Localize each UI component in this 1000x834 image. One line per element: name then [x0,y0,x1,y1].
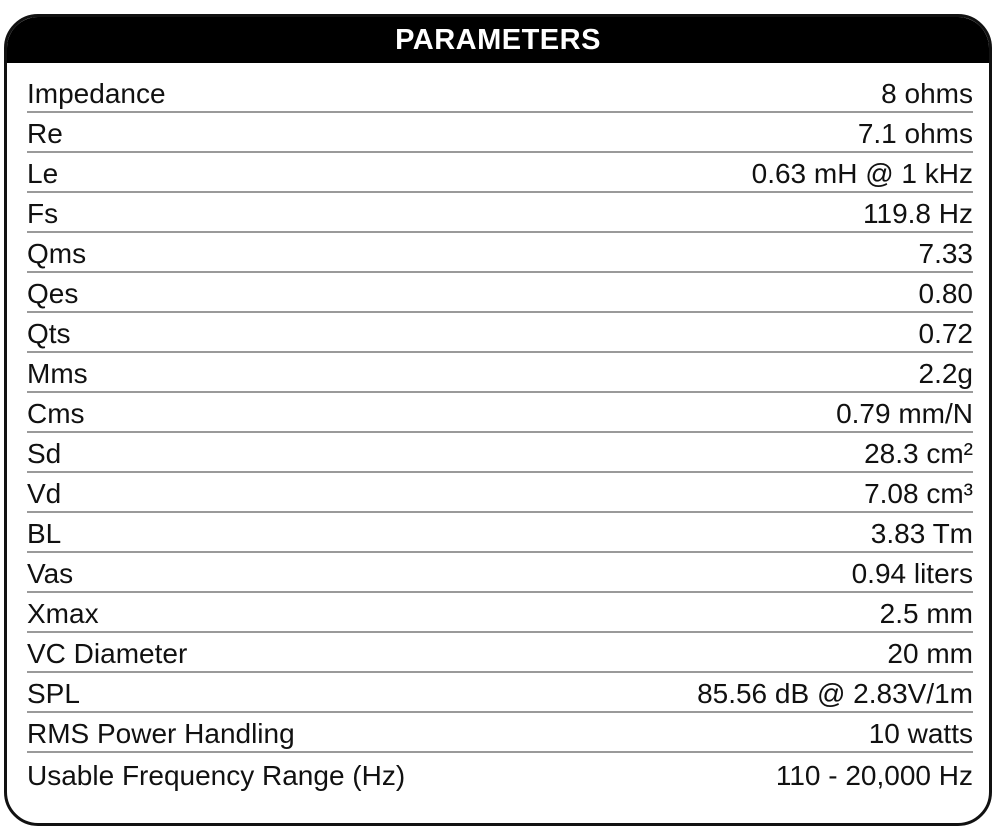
parameter-value: 28.3 cm² [864,438,973,469]
parameter-label: Fs [27,198,59,229]
parameter-value: 10 watts [868,718,973,749]
parameter-value: 110 - 20,000 Hz [775,760,973,791]
parameter-value: 0.80 [918,278,973,309]
parameter-label: RMS Power Handling [27,718,295,749]
table-row [27,113,973,153]
table-row [27,233,973,273]
parameter-value: 3.83 Tm [870,518,973,549]
parameter-label: Re [27,118,63,149]
table-row [27,633,973,673]
parameter-value: 0.94 liters [851,558,973,589]
parameter-value: 0.63 mH @ 1 kHz [751,158,973,189]
table-row [27,433,973,473]
table-row [27,193,973,233]
parameter-label: Le [27,158,59,189]
parameter-value: 2.2g [918,358,973,389]
table-row [27,553,973,593]
table-row [27,513,973,553]
parameter-label: BL [27,518,62,549]
table-title: PARAMETERS [7,17,989,63]
parameter-label: Vd [27,478,62,509]
parameter-value: 7.08 cm³ [864,478,973,509]
parameter-value: 7.1 ohms [857,118,973,149]
parameter-label: Vas [27,558,74,589]
parameter-label: VC Diameter [27,638,188,669]
parameter-label: Sd [27,438,62,469]
parameter-value: 8 ohms [881,78,973,109]
parameters-table [27,73,973,793]
table-row [27,273,973,313]
table-row [27,713,973,753]
parameter-label: Impedance [27,78,166,109]
table-row [27,393,973,433]
table-row [27,673,973,713]
parameter-label: SPL [27,678,80,709]
parameter-label: Qms [27,238,87,269]
parameter-value: 7.33 [918,238,973,269]
table-row [27,73,973,113]
parameter-label: Xmax [27,598,99,629]
parameter-label: Qts [27,318,71,349]
parameter-value: 20 mm [887,638,973,669]
parameter-value: 85.56 dB @ 2.83V/1m [697,678,973,709]
parameter-value: 119.8 Hz [863,198,973,229]
parameter-value: 0.72 [918,318,973,349]
table-row [27,153,973,193]
table-row [27,313,973,353]
parameter-value: 2.5 mm [879,598,973,629]
table-row [27,353,973,393]
parameter-value: 0.79 mm/N [836,398,973,429]
table-row [27,593,973,633]
parameter-label: Usable Frequency Range (Hz) [27,760,406,791]
parameter-label: Cms [27,398,85,429]
parameter-label: Qes [27,278,79,309]
table-row [27,753,973,793]
table-row [27,473,973,513]
parameter-label: Mms [27,358,88,389]
parameters-card [4,14,992,826]
